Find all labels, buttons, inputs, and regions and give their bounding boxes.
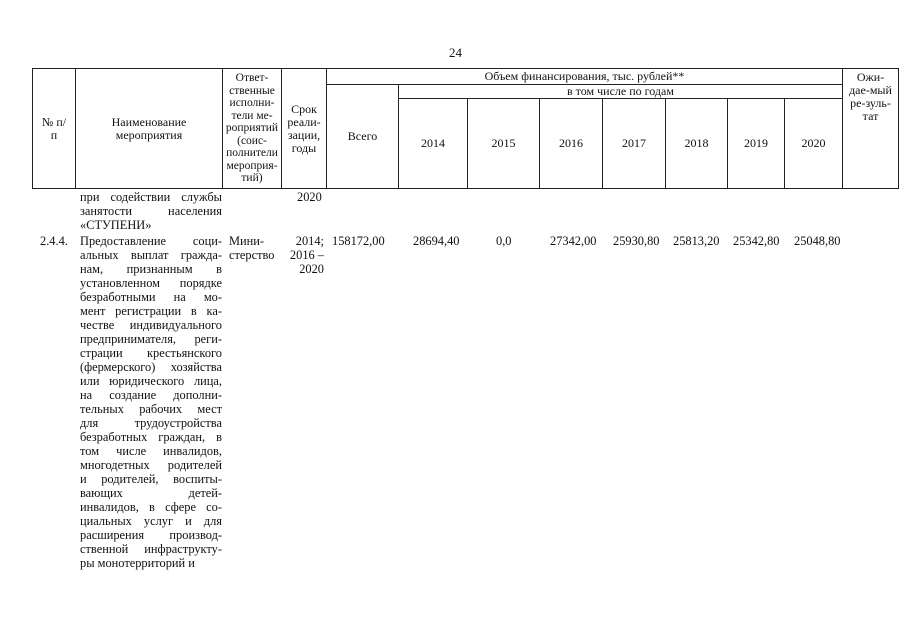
header-year: 2016 xyxy=(540,99,603,189)
text-line: «СТУПЕНИ» xyxy=(80,218,152,232)
text-line: нам, признанным в xyxy=(80,262,222,276)
header-year: 2015 xyxy=(468,99,540,189)
text-line: инвалидов, в сфере со- xyxy=(80,500,222,514)
text-line: и родителей, воспиты- xyxy=(80,472,222,486)
text-line: стерство xyxy=(229,248,275,262)
header-result: Ожи-дае-мый ре-зуль-тат xyxy=(843,69,899,189)
text-line: циальных услуг и для xyxy=(80,514,222,528)
header-funding: Объем финансирования, тыс. рублей** xyxy=(327,69,843,85)
text-line: многодетных родителей xyxy=(80,458,222,472)
header-year: 2020 xyxy=(785,99,843,189)
row-value-2019: 25342,80 xyxy=(733,234,780,248)
text-line: при содействии службы xyxy=(80,190,222,204)
row-responsible xyxy=(229,234,283,262)
text-line: ры монотерриторий и xyxy=(80,556,195,570)
text-line: 2016 – xyxy=(289,248,324,262)
text-line: для трудоустройства xyxy=(80,416,222,430)
text-line: честве индивидуального xyxy=(80,318,222,332)
text-line: страции крестьянского xyxy=(80,346,222,360)
header-no: № п/п xyxy=(33,69,76,189)
header-responsible: Ответ-ственные исполни-тели ме-роприятий (соис-полнители мероприя-тий) xyxy=(223,69,282,189)
header-total: Всего xyxy=(327,85,399,189)
header-year: 2017 xyxy=(603,99,666,189)
text-line: занятости населения xyxy=(80,204,222,218)
text-line: расширения производ- xyxy=(80,528,222,542)
text-line: вающих детей- xyxy=(80,486,222,500)
header-name: Наименование мероприятия xyxy=(76,69,223,189)
text-line: или юридического лица, xyxy=(80,374,222,388)
row-term xyxy=(288,234,324,276)
row-value-2020: 25048,80 xyxy=(794,234,841,248)
text-line: установленном порядке xyxy=(80,276,222,290)
text-line: Мини- xyxy=(229,234,265,248)
row-value-2017: 25930,80 xyxy=(613,234,660,248)
row-value-2016: 27342,00 xyxy=(550,234,597,248)
row-total: 158172,00 xyxy=(332,234,385,248)
text-line: 2020 xyxy=(299,262,324,276)
text-line: безработными на мо- xyxy=(80,290,222,304)
text-line: (фермерского) хозяйства xyxy=(80,360,222,374)
page-number: 24 xyxy=(449,45,462,60)
text-line: том числе инвалидов, xyxy=(80,444,222,458)
text-line: 2014; xyxy=(295,234,324,248)
continuation-term: 2020 xyxy=(297,190,322,204)
table-header xyxy=(32,68,899,189)
text-line: ственной инфраструкту- xyxy=(80,542,222,556)
text-line: на создание дополни- xyxy=(80,388,222,402)
row-name xyxy=(80,234,222,570)
header-year: 2019 xyxy=(728,99,785,189)
text-line: Предоставление соци- xyxy=(80,234,222,248)
text-line: альных выплат гражда- xyxy=(80,248,222,262)
header-year: 2018 xyxy=(666,99,728,189)
text-line: безработных граждан, в xyxy=(80,430,222,444)
text-line: предпринимателя, реги- xyxy=(80,332,222,346)
text-line: мент регистрации в ка- xyxy=(80,304,222,318)
row-value-2014: 28694,40 xyxy=(413,234,460,248)
row-value-2018: 25813,20 xyxy=(673,234,720,248)
header-including: в том числе по годам xyxy=(399,85,843,99)
row-number: 2.4.4. xyxy=(40,234,68,248)
header-term: Срок реали-зации, годы xyxy=(282,69,327,189)
text-line: тельных рабочих мест xyxy=(80,402,222,416)
row-value-2015: 0,0 xyxy=(496,234,512,248)
header-year: 2014 xyxy=(399,99,468,189)
continuation-name xyxy=(80,190,222,232)
